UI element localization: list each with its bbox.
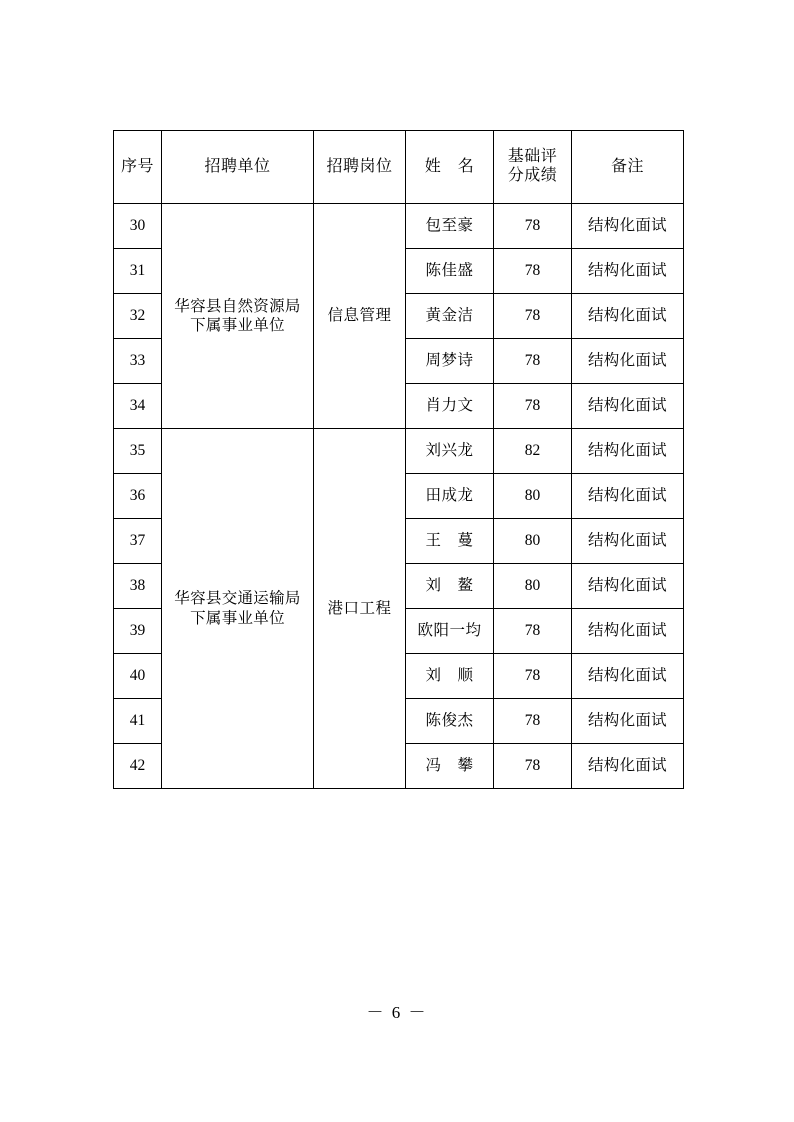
cell-note: 结构化面试 [572,294,684,339]
cell-seq: 31 [114,249,162,294]
cell-name: 陈俊杰 [406,699,494,744]
cell-seq: 39 [114,609,162,654]
cell-note: 结构化面试 [572,204,684,249]
cell-seq: 38 [114,564,162,609]
unit-line2: 下属事业单位 [190,317,285,334]
cell-name: 肖力文 [406,384,494,429]
cell-score: 80 [494,474,572,519]
cell-score: 78 [494,339,572,384]
candidate-table [113,130,684,789]
cell-name: 陈佳盛 [406,249,494,294]
header-post: 招聘岗位 [314,131,406,204]
cell-note: 结构化面试 [572,429,684,474]
cell-seq: 41 [114,699,162,744]
cell-seq: 33 [114,339,162,384]
cell-score: 80 [494,564,572,609]
unit-line1: 华容县交通运输局 [174,590,301,608]
cell-score: 80 [494,519,572,564]
cell-seq: 34 [114,384,162,429]
header-note: 备注 [572,131,684,204]
cell-unit [162,429,314,789]
cell-note: 结构化面试 [572,249,684,294]
cell-note: 结构化面试 [572,744,684,789]
cell-note: 结构化面试 [572,384,684,429]
cell-seq: 36 [114,474,162,519]
header-name: 姓 名 [406,131,494,204]
cell-seq: 30 [114,204,162,249]
cell-note: 结构化面试 [572,654,684,699]
table-row [114,204,684,249]
cell-name: 周梦诗 [406,339,494,384]
cell-post: 信息管理 [314,204,406,429]
cell-note: 结构化面试 [572,564,684,609]
cell-seq: 42 [114,744,162,789]
cell-name: 田成龙 [406,474,494,519]
header-score [494,131,572,204]
header-unit: 招聘单位 [162,131,314,204]
cell-name: 王 蔓 [406,519,494,564]
cell-seq: 40 [114,654,162,699]
cell-name: 刘兴龙 [406,429,494,474]
cell-note: 结构化面试 [572,519,684,564]
cell-score: 78 [494,744,572,789]
cell-seq: 35 [114,429,162,474]
cell-score: 78 [494,699,572,744]
cell-name: 刘 顺 [406,654,494,699]
cell-note: 结构化面试 [572,339,684,384]
cell-score: 82 [494,429,572,474]
cell-name: 黄金洁 [406,294,494,339]
header-seq: 序号 [114,131,162,204]
cell-score: 78 [494,294,572,339]
cell-score: 78 [494,654,572,699]
header-score-line2: 分成绩 [507,167,558,184]
unit-line2: 下属事业单位 [190,609,285,627]
cell-name: 欧阳一均 [406,609,494,654]
table-header-row [114,131,684,204]
cell-note: 结构化面试 [572,474,684,519]
cell-score: 78 [494,384,572,429]
cell-note: 结构化面试 [572,609,684,654]
cell-name: 包至豪 [406,204,494,249]
cell-seq: 32 [114,294,162,339]
header-score-line1: 基础评 [507,148,558,166]
cell-name: 刘 鳌 [406,564,494,609]
cell-score: 78 [494,609,572,654]
cell-score: 78 [494,204,572,249]
cell-note: 结构化面试 [572,699,684,744]
page-number: － 6 － [366,1003,428,1022]
table-body [114,204,684,789]
table-row [114,429,684,474]
cell-name: 冯 攀 [406,744,494,789]
cell-unit [162,204,314,429]
table-header [114,131,684,204]
cell-seq: 37 [114,519,162,564]
cell-post: 港口工程 [314,429,406,789]
candidate-table-container [113,130,683,789]
cell-score: 78 [494,249,572,294]
unit-line1: 华容县自然资源局 [174,297,301,315]
